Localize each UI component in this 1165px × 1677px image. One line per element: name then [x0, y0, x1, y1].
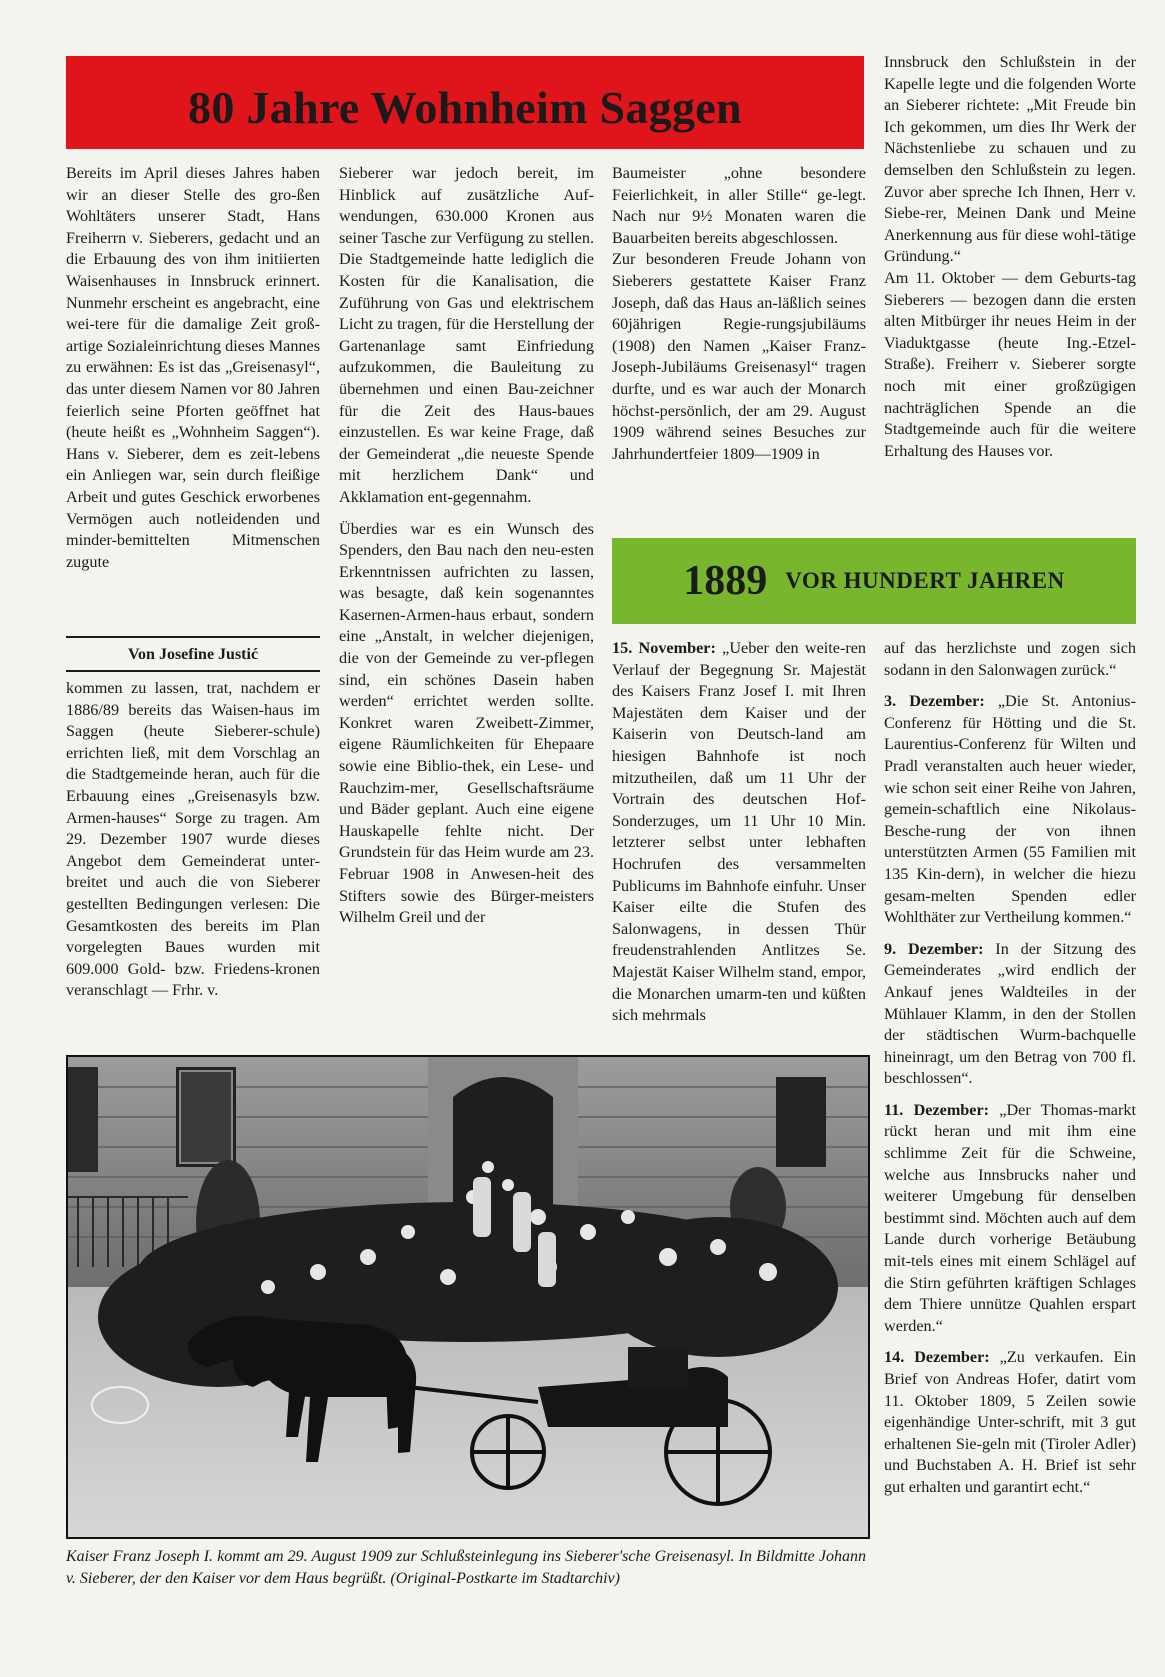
history-entry-dec3	[884, 691, 1136, 929]
article-paragraph: Baumeister „ohne besondere Feierlichkeit, in aller Stille“ ge-legt. Nach nur 9½ Monaten waren die Bauarbeiten bereits abgeschlossen.	[612, 164, 866, 247]
entry-text: „Zu verkaufen. Ein Brief von Andreas Hofer, datirt vom 11. Oktober 1809, 5 Zeilen sowie eigenhändige Unter-schrift, mit 3 gut erhaltenen Sie-geln mit (Tiroler Adler) und Buchstaben A. H. Brief ist sehr gut erhalten und garantirt echt.“	[884, 1348, 1137, 1496]
history-entry-nov15-continued: auf das herzlichste und zogen sich sodann in den Salonwagen zurück.“	[884, 639, 1136, 679]
history-entry-dec11	[884, 1100, 1136, 1338]
history-year: 1889	[683, 558, 768, 604]
photograph-drawing	[68, 1057, 868, 1537]
history-banner	[612, 538, 1136, 624]
history-column-left	[612, 638, 866, 1027]
history-entry-dec14	[884, 1347, 1136, 1498]
headline: 80 Jahre Wohnheim Saggen	[188, 82, 742, 133]
history-heading: VOR HUNDERT JAHREN	[785, 568, 1065, 593]
article-paragraph: Zur besonderen Freude Johann von Sieberers gestattete Kaiser Franz Joseph, daß das Haus an-läßlich seines 60jährigen Regie-rungsjubiläums (1908) den Namen „Kaiser Franz-Joseph-Jubiläums Greisenasyl“ tragen durfte, und es war auch der Monarch höchst-persönlich, der am 29. August 1909 während seines Besuches zur Jahrhundertfeier 1809—1909 in	[612, 250, 866, 463]
article-column-3	[612, 163, 866, 465]
entry-date: 3. Dezember:	[884, 692, 985, 711]
entry-date: 14. Dezember:	[884, 1348, 990, 1367]
article-paragraph: Überdies war es ein Wunsch des Spenders, den Bau nach den neu-esten Erkenntnissen aufrichten zu lassen, was besagte, daß kein sogenanntes Kasernen-Armen-haus erbaut, sondern eine „Anstalt, in welcher diejenigen, die von der Gemeinde zu ver-pflegen sind, ein schönes Dasein haben werden“ errichtet werden sollte. Konkret waren Zweibett-Zimmer, eigene Räumlichkeiten für Ehepaare sowie eine Biblio-thek, ein Lese- und Rauchzim-mer, Gesellschaftsräume und Bäder geplant. Auch eine eigene Hauskapelle fehlte nicht. Der Grundstein für das Heim wurde am 23. Februar 1908 in Anwesen-heit des Stifters sowie des Bürger-meisters Wilhelm Greil und der	[339, 519, 594, 927]
article-column-1-continued	[66, 678, 320, 1002]
article-column-1	[66, 163, 320, 573]
article-paragraph: Bereits im April dieses Jahres haben wir an dieser Stelle des gro-ßen Wohltäters unserer Stadt, Hans Freiherrn v. Sieberers, gedacht und an die Erbauung des von ihm initiierten Waisenhauses in Innsbruck erinnert. Nunmehr erscheint es angebracht, eine wei-tere für die damalige Zeit groß-artige Sozialeinrichtung dieses Mannes zu erwähnen: Es ist das „Greisenasyl“, das unter diesem Namen vor 80 Jahren feierlich seine Pforten geöffnet hat (heute heißt es „Wohnheim Saggen“). Hans v. Sieberer, dem es zeit-lebens ein Anliegen war, sein durch fleißige Arbeit und gutes Geschick erworbenes Vermögen auch notleidenden und minder-bemittelten Mitmenschen zugute	[66, 164, 320, 571]
byline-rule-top	[66, 636, 320, 638]
entry-text: In der Sitzung des Gemeinderates „wird endlich der Ankauf jenes Waldteiles in der Mühlauer Klamm, in den der Stollen der städtischen Wurm-bachquelle hineinragt, um den Betrag von 700 fl. beschlossen“.	[884, 939, 1136, 1088]
article-column-4	[884, 52, 1136, 462]
entry-text: „Der Thomas-markt rückt heran und mit ihm eine schlimme Zeit für die Schweine, welche aus Innsbrucks naher und weiterer Umgebung für denselben bestimmt sind. Möchten auch auf dem Lande durch vorherige Betäubung mit-tels eines mit einem Schlägel auf die Stirn geführten kräftigen Schlages dem Thiere unnütze Quahlen erspart werden.“	[884, 1100, 1136, 1335]
history-entry-dec9	[884, 939, 1136, 1090]
article-paragraph: Sieberer war jedoch bereit, im Hinblick auf zusätzliche Auf-wendungen, 630.000 Kronen aus seiner Tasche zur Verfügung zu stellen. Die Stadtgemeinde hatte lediglich die Kosten für die Kanalisation, die Zuführung von Gas und elektrischem Licht zu tragen, für die Herstellung der Gartenanlage samt Einfriedung aufzukommen, die Bauleitung zu übernehmen und einen Bau-zeichner für die Zeit des Haus-baues einzustellen. Es war keine Frage, daß der Gemeinderat „die neueste Spende mit herzlichem Dank“ und Akklamation ent-gegennahm.	[339, 164, 594, 506]
history-column-right	[884, 638, 1136, 1499]
entry-text: „Ueber den weite-ren Verlauf der Begegnung Sr. Majestät des Kaisers Franz Josef I. mit Ihren Majestäten dem Kaiser und der Kaiserin von Deutsch-land am hiesigen Bahnhofe ist noch mitzutheilen, daß um 11 Uhr der Vortrain des deutschen Hof-Sonderzuges, um 11 Uhr 10 Min. letzterer selbst unter lebhaften Hochrufen des versammelten Publicums im Bahnhofe einfuhr. Unser Kaiser eilte die Stufen des Salonwagens, in dessen Thür freudenstrahlenden Antlitzes Se. Majestät Kaiser Wilhelm stand, empor, die Monarchen umarm-ten und küßten sich mehrmals	[612, 639, 867, 1025]
entry-date: 15. November:	[612, 639, 716, 657]
article-paragraph: Innsbruck den Schlußstein in der Kapelle legte und die folgenden Worte an Sieberer richtete: „Mit Freude bin Ich gekommen, um dies Ihr Werk der Nächstenliebe zu schauen und zu demselben den Schlußstein zu legen. Zuvor aber spreche Ich Ihnen, Herr v. Siebe-rer, Meinen Dank und Meine Anerkennung aus für diese wohl-tätige Gründung.“	[884, 53, 1136, 266]
headline-banner	[66, 56, 864, 149]
article-paragraph: Am 11. Oktober — dem Geburts-tag Sieberers — bezogen dann die ersten alten Mitbürger ihr neues Heim in der Viaduktgasse (heute Ing.-Etzel-Straße). Freiherr v. Sieberer sorgte noch mit einer großzügigen nachträglichen Spende an die Stadtgemeinde auch für die weitere Erhaltung des Hauses vor.	[884, 268, 1136, 460]
article-column-2	[339, 163, 594, 929]
historic-photograph	[66, 1055, 870, 1539]
article-paragraph: kommen zu lassen, trat, nachdem er 1886/89 bereits das Waisen-haus im Saggen (heute Sieberer-schule) errichten ließ, mit dem Vorschlag an die Stadtgemeinde heran, auch für die Erbauung eines „Greisenasyls bzw. Armen-hauses“ Sorge zu tragen. Am 29. Dezember 1907 wurde dieses Angebot dem Gemeinderat unter-breitet und auch die von Sieberer gestellten Bedingungen verlesen: Die Gesamtkosten des bereits im Plan vorgelegten Baues wurden mit 609.000 Gold- bzw. Friedens-kronen veranschlagt — Frhr. v.	[66, 679, 320, 1000]
entry-date: 9. Dezember:	[884, 939, 984, 958]
byline: Von Josefine Justić	[127, 646, 259, 663]
history-entry-nov15	[612, 638, 866, 1027]
entry-date: 11. Dezember:	[884, 1100, 990, 1119]
byline-rule-bottom	[66, 670, 320, 672]
photo-caption: Kaiser Franz Joseph I. kommt am 29. August 1909 zur Schlußsteinlegung ins Sieberer'sche Greisenasyl. In Bildmitte Johann v. Sieberer, der den Kaiser vor dem Haus begrüßt. (Original-Postkarte im Stadtarchiv)	[66, 1548, 866, 1587]
entry-text: „Die St. Antonius-Conferenz für Hötting und die St. Laurentius-Conferenz für Wilten und Pradl veranstalten auch heuer wieder, wie schon seit einer Reihe von Jahren, gemein-schaftlich eine Nikolaus-Besche-rung der von ihnen unterstützten Armen (55 Familien mit 135 Kin-dern), in welcher die hiezu gesam-melten Spenden edler Wohlthäter zur Vertheilung kommen.“	[884, 692, 1136, 927]
